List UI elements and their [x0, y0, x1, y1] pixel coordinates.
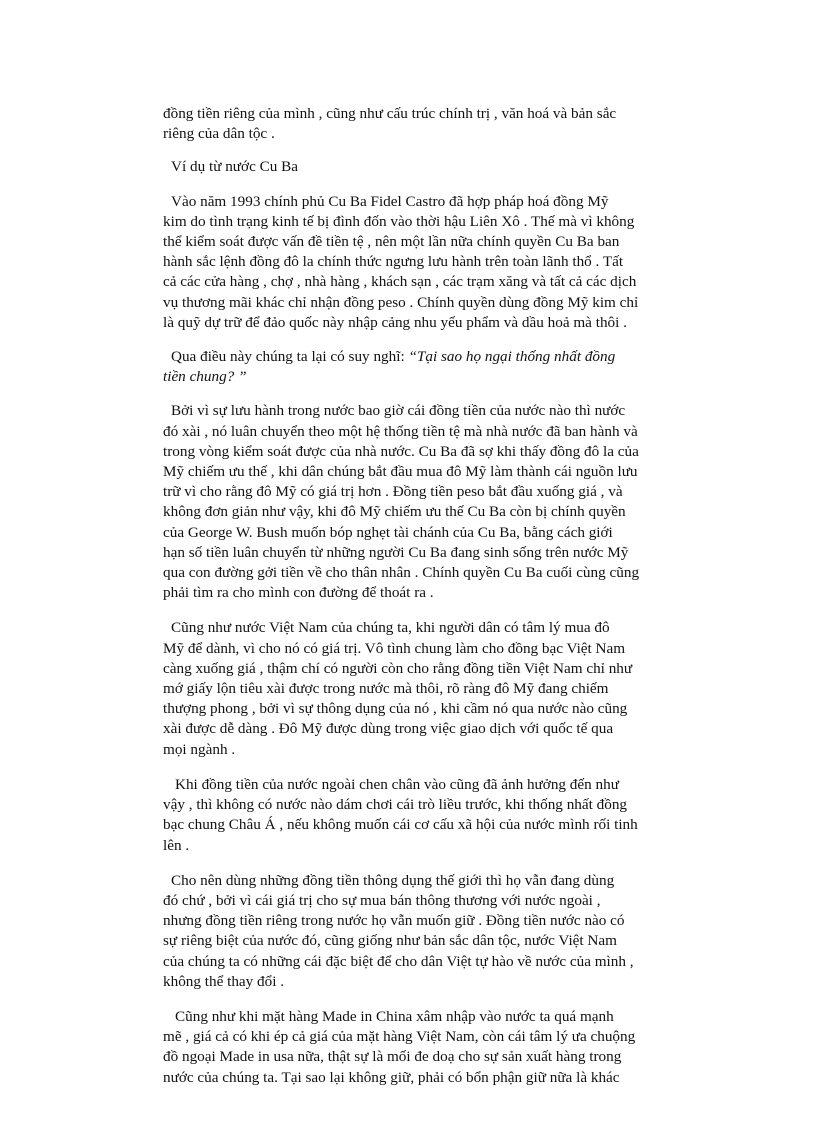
text-line: mẽ , giá cả có khi ép cả giá của mặt hàng Việt Nam, còn cái tâm lý ưa chuộng [163, 1028, 636, 1046]
text-line: Cũng như nước Việt Nam của chúng ta, khi người dân có tâm lý mua đô [171, 619, 610, 637]
question-quote: “Tại sao họ ngại thống nhất đồng [408, 348, 616, 366]
text-line: cả các cửa hàng , chợ , nhà hàng , khách sạn , các trạm xăng và tất cả các dịch [163, 273, 637, 291]
paragraph-intro-continuation [163, 104, 708, 144]
text-line: đồng tiền riêng của mình , cũng như cấu trúc chính trị , văn hoá và bản sắc [163, 105, 617, 122]
paragraph-made-in-china [163, 1007, 708, 1088]
text-line: Mỹ để dành, vì cho nó có giá trị. Vô tình chung làm cho đồng bạc Việt Nam [163, 639, 626, 657]
text-line: qua con đường gởi tiền về cho thân nhân . Chính quyền Cu Ba cuối cùng cũng [163, 564, 640, 582]
text-line: phải tìm ra cho mình con đường để thoát ra . [163, 584, 434, 602]
text-line: của George W. Bush muốn bóp nghẹt tài chánh của Cu Ba, bằng cách giới [163, 523, 613, 541]
text-line [163, 347, 708, 367]
document-page [163, 104, 708, 1103]
text-line: của chúng ta có những cái đặc biệt để cho dân Việt tự hào về nước của mình , [163, 952, 634, 970]
text-line: Khi đồng tiền của nước ngoài chen chân vào cũng đã ảnh hưởng đến như [175, 775, 619, 793]
text-line: bạc chung Châu Á , nếu không muốn cái cơ cấu xã hội của nước mình rối tinh [163, 816, 638, 834]
text-line: hành sắc lệnh đồng đô la chính thức ngưng lưu hành trên toàn lãnh thổ . Tất [163, 253, 624, 271]
text-line: đồ ngoại Made in usa nữa, thật sự là mối đe doạ cho sự sản xuất hàng trong [163, 1048, 622, 1066]
text-line: Vào năm 1993 chính phủ Cu Ba Fidel Castro đã hợp pháp hoá đồng Mỹ [171, 192, 609, 210]
paragraph-vietnam [163, 618, 708, 759]
section-heading [163, 157, 708, 177]
text-line: đó chứ , bởi vì cái giá trị cho sự mua bán thông thương với nước ngoài , [163, 891, 601, 909]
text-line: thể kiểm soát được vấn đề tiền tệ , nên một lần nữa chính quyền Cu Ba ban [163, 233, 620, 251]
text-line: không đơn giản như vậy, khi đô Mỹ chiếm ưu thế Cu Ba còn bị chính quyền [163, 503, 626, 521]
text-line: mớ giấy lộn tiêu xài được trong nước mà thôi, rõ ràng đô Mỹ đang chiếm [163, 680, 609, 698]
text-line: Cho nên dùng những đồng tiền thông dụng thế giới thì họ vẫn đang dùng [171, 871, 615, 889]
text-line: mọi ngành . [163, 740, 236, 758]
text-line: trữ vì cho rằng đô Mỹ có giá trị hơn . Đồng tiền peso bắt đầu xuống giá , và [163, 483, 623, 501]
text-line: Bởi vì sự lưu hành trong nước bao giờ cái đồng tiền của nước nào thì nước [171, 402, 626, 420]
text-line: Cũng như khi mặt hàng Made in China xâm nhập vào nước ta quá mạnh [175, 1007, 614, 1025]
text-line: vụ thương mãi khác chỉ nhận đồng peso . Chính quyền dùng đồng Mỹ kim chỉ [163, 293, 639, 311]
text-line: nhưng đồng tiền riêng trong nước họ vẫn muốn giữ . Đồng tiền nước nào có [163, 912, 625, 930]
text-line: riêng của dân tộc . [163, 125, 275, 143]
text-line: là quỹ dự trữ để đảo quốc này nhập cảng nhu yếu phẩm và dầu hoả mà thôi . [163, 313, 627, 331]
text-line: kim do tình trạng kinh tế bị đình đốn vào thời hậu Liên Xô . Thế mà vì không [163, 212, 635, 230]
text-line: càng xuống giá , thậm chí có người còn cho rằng đồng tiền Việt Nam chỉ như [163, 659, 633, 677]
text-line: lên . [163, 836, 190, 854]
paragraph-foreign-currency [163, 775, 708, 856]
paragraph-common-currency [163, 871, 708, 992]
question-quote-continued: tiền chung? ” [163, 368, 247, 386]
paragraph-question [163, 347, 708, 387]
text-line: thượng phong , bởi vì sự thông dụng của nó , khi cầm nó qua nước nào cũng [163, 700, 628, 718]
text-line: nước của chúng ta. Tại sao lại không giữ, phải có bổn phận giữ nữa là khác [163, 1068, 620, 1086]
question-lead: Qua điều này chúng ta lại có suy nghĩ: [171, 348, 409, 366]
text-line: đó xài , nó luân chuyển theo một hệ thống tiền tệ mà nhà nước đã ban hành và [163, 422, 638, 440]
text-line: hạn số tiền luân chuyển từ những người Cu Ba đang sinh sống trên nước Mỹ [163, 543, 629, 561]
paragraph-cuba-1993 [163, 192, 708, 333]
text-line: vậy , thì không có nước nào dám chơi cái trò liều trước, khi thống nhất đồng [163, 796, 628, 814]
text-line: xài được dễ dàng . Đô Mỹ được dùng trong việc giao dịch với quốc tế qua [163, 720, 614, 738]
heading-text: Ví dụ từ nước Cu Ba [171, 158, 299, 176]
text-line: không thể thay đổi . [163, 972, 285, 990]
paragraph-circulation [163, 401, 708, 603]
text-line: trong vòng kiểm soát được của nhà nước. Cu Ba đã sợ khi thấy đồng đô la của [163, 442, 639, 460]
text-line: Mỹ chiếm ưu thế , khi dân chúng bắt đầu mua đô Mỹ làm thành cái nguồn lưu [163, 463, 638, 481]
text-line: sự riêng biệt của nước đó, cũng giống như bản sắc dân tộc, nước Việt Nam [163, 932, 617, 950]
